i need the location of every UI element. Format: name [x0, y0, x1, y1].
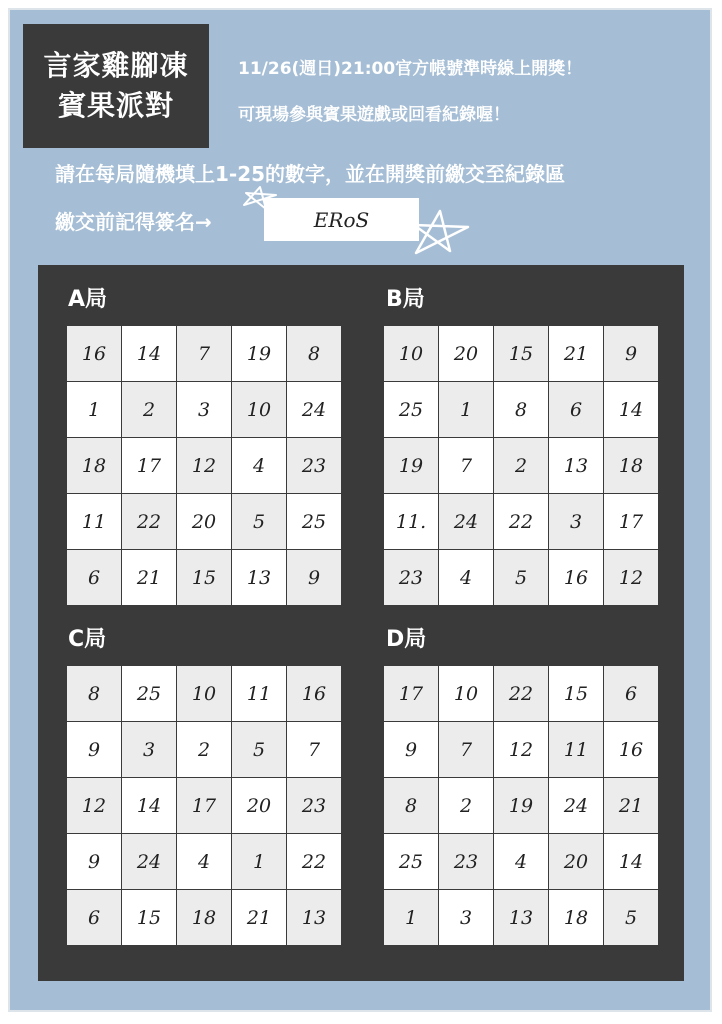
info-line-2: 可現場參與賓果遊戲或回看紀錄喔！ [238, 105, 510, 125]
bingo-cell[interactable]: 2 [177, 722, 231, 777]
bingo-cell[interactable]: 4 [177, 834, 231, 889]
bingo-cell[interactable]: 13 [287, 890, 341, 945]
bingo-cell[interactable]: 5 [604, 890, 658, 945]
bingo-cell[interactable]: 7 [177, 326, 231, 381]
bingo-cell[interactable]: 25 [122, 666, 176, 721]
bingo-cell[interactable]: 14 [122, 778, 176, 833]
bingo-cell[interactable]: 3 [122, 722, 176, 777]
bingo-cell[interactable]: 15 [494, 326, 548, 381]
bingo-cell[interactable]: 12 [494, 722, 548, 777]
title-block [23, 24, 209, 148]
bingo-cell[interactable]: 20 [439, 326, 493, 381]
bingo-cell[interactable]: 18 [67, 438, 121, 493]
bingo-cell[interactable]: 18 [604, 438, 658, 493]
info-line-1: 11/26(週日)21:00官方帳號準時線上開獎！ [238, 59, 583, 79]
bingo-cell[interactable]: 9 [67, 722, 121, 777]
bingo-cell[interactable]: 22 [494, 494, 548, 549]
bingo-cell[interactable]: 19 [494, 778, 548, 833]
bingo-cell[interactable]: 8 [494, 382, 548, 437]
round-label-c: C局 [68, 627, 107, 652]
bingo-cell[interactable]: 2 [122, 382, 176, 437]
bingo-cell[interactable]: 7 [439, 722, 493, 777]
bingo-cell[interactable]: 9 [287, 550, 341, 605]
bingo-cell[interactable]: 16 [604, 722, 658, 777]
bingo-cell[interactable]: 6 [604, 666, 658, 721]
bingo-grid-a [67, 326, 341, 605]
bingo-grid-d [384, 666, 658, 945]
round-label-a: A局 [68, 287, 108, 312]
bingo-cell[interactable]: 5 [494, 550, 548, 605]
bingo-cell[interactable]: 17 [177, 778, 231, 833]
bingo-cell[interactable]: 20 [549, 834, 603, 889]
bingo-cell[interactable]: 10 [439, 666, 493, 721]
bingo-cell[interactable]: 16 [549, 550, 603, 605]
bingo-cell[interactable]: 13 [232, 550, 286, 605]
bingo-cell[interactable]: 17 [122, 438, 176, 493]
title-line-1: 言家雞腳凍 [43, 49, 189, 82]
bingo-cell[interactable]: 10 [384, 326, 438, 381]
bingo-cell[interactable]: 12 [604, 550, 658, 605]
bingo-cell[interactable]: 11 [67, 494, 121, 549]
bingo-cell[interactable]: 3 [177, 382, 231, 437]
bingo-grid-c [67, 666, 341, 945]
bingo-cell[interactable]: 24 [439, 494, 493, 549]
bingo-cell[interactable]: 15 [122, 890, 176, 945]
bingo-cell[interactable]: 20 [177, 494, 231, 549]
bingo-cell[interactable]: 16 [287, 666, 341, 721]
bingo-cell[interactable]: 1 [67, 382, 121, 437]
bingo-cell[interactable]: 25 [384, 834, 438, 889]
signature-text: ERoS [313, 207, 370, 232]
bingo-cell[interactable]: 5 [232, 722, 286, 777]
bingo-cell[interactable]: 22 [122, 494, 176, 549]
bingo-cell[interactable]: 6 [67, 550, 121, 605]
bingo-cell[interactable]: 4 [232, 438, 286, 493]
bingo-cell[interactable]: 1 [439, 382, 493, 437]
bingo-cell[interactable]: 9 [384, 722, 438, 777]
bingo-cell[interactable]: 21 [604, 778, 658, 833]
bingo-cell[interactable]: 5 [232, 494, 286, 549]
bingo-cell[interactable]: 2 [439, 778, 493, 833]
bingo-cell[interactable]: 20 [232, 778, 286, 833]
bingo-cell[interactable]: 16 [67, 326, 121, 381]
bingo-cell[interactable]: 24 [287, 382, 341, 437]
bingo-cell[interactable]: 12 [67, 778, 121, 833]
bingo-cell[interactable]: 6 [549, 382, 603, 437]
bingo-cell[interactable]: 7 [439, 438, 493, 493]
bingo-cell[interactable]: 25 [384, 382, 438, 437]
bingo-cell[interactable]: 9 [67, 834, 121, 889]
bingo-cell[interactable]: 24 [122, 834, 176, 889]
bingo-cell[interactable]: 21 [122, 550, 176, 605]
bingo-cell[interactable]: 1 [384, 890, 438, 945]
bingo-cell[interactable]: 18 [549, 890, 603, 945]
bingo-cell[interactable]: 2 [494, 438, 548, 493]
bingo-cell[interactable]: 3 [549, 494, 603, 549]
bingo-cell[interactable]: 21 [232, 890, 286, 945]
bingo-cell[interactable]: 10 [177, 666, 231, 721]
bingo-cell[interactable]: 1 [232, 834, 286, 889]
bingo-cell[interactable]: 8 [384, 778, 438, 833]
bingo-cell[interactable]: 15 [177, 550, 231, 605]
bingo-cell[interactable]: 24 [549, 778, 603, 833]
doodle-star-small-icon [240, 183, 280, 213]
bingo-cell[interactable]: 6 [67, 890, 121, 945]
instruction-text: 請在每局隨機填上1-25的數字，並在開獎前繳交至紀錄區 [55, 162, 566, 186]
bingo-cell[interactable]: 4 [439, 550, 493, 605]
bingo-cell[interactable]: 11. [384, 494, 438, 549]
bingo-cell[interactable]: 23 [384, 550, 438, 605]
bingo-grid-b [384, 326, 658, 605]
round-label-b: B局 [386, 287, 425, 312]
bingo-cell[interactable]: 14 [604, 382, 658, 437]
bingo-cell[interactable]: 25 [287, 494, 341, 549]
bingo-cell[interactable]: 7 [287, 722, 341, 777]
round-label-d: D局 [386, 627, 427, 652]
bingo-cell[interactable]: 10 [232, 382, 286, 437]
bingo-cell[interactable]: 23 [439, 834, 493, 889]
bingo-cell[interactable]: 22 [494, 666, 548, 721]
bingo-cell[interactable]: 8 [67, 666, 121, 721]
bingo-cell[interactable]: 15 [549, 666, 603, 721]
title-line-2: 賓果派對 [57, 89, 174, 122]
bingo-cell[interactable]: 19 [384, 438, 438, 493]
sign-prompt: 繳交前記得簽名→ [55, 210, 212, 234]
bingo-cell[interactable]: 4 [494, 834, 548, 889]
bingo-cell[interactable]: 17 [384, 666, 438, 721]
bingo-cell[interactable]: 14 [604, 834, 658, 889]
bingo-cell[interactable]: 8 [287, 326, 341, 381]
bingo-cell[interactable]: 12 [177, 438, 231, 493]
bingo-cell[interactable]: 23 [287, 778, 341, 833]
signature-box[interactable] [264, 198, 419, 241]
bingo-cell[interactable]: 18 [177, 890, 231, 945]
bingo-cell[interactable]: 9 [604, 326, 658, 381]
bingo-cell[interactable]: 13 [494, 890, 548, 945]
bingo-cell[interactable]: 22 [287, 834, 341, 889]
bingo-cell[interactable]: 19 [232, 326, 286, 381]
bingo-cell[interactable]: 3 [439, 890, 493, 945]
bingo-cell[interactable]: 11 [232, 666, 286, 721]
bingo-cell[interactable]: 14 [122, 326, 176, 381]
bingo-cell[interactable]: 21 [549, 326, 603, 381]
doodle-star-large-icon [410, 205, 472, 257]
bingo-cell[interactable]: 11 [549, 722, 603, 777]
bingo-cell[interactable]: 13 [549, 438, 603, 493]
bingo-cell[interactable]: 23 [287, 438, 341, 493]
bingo-cell[interactable]: 17 [604, 494, 658, 549]
